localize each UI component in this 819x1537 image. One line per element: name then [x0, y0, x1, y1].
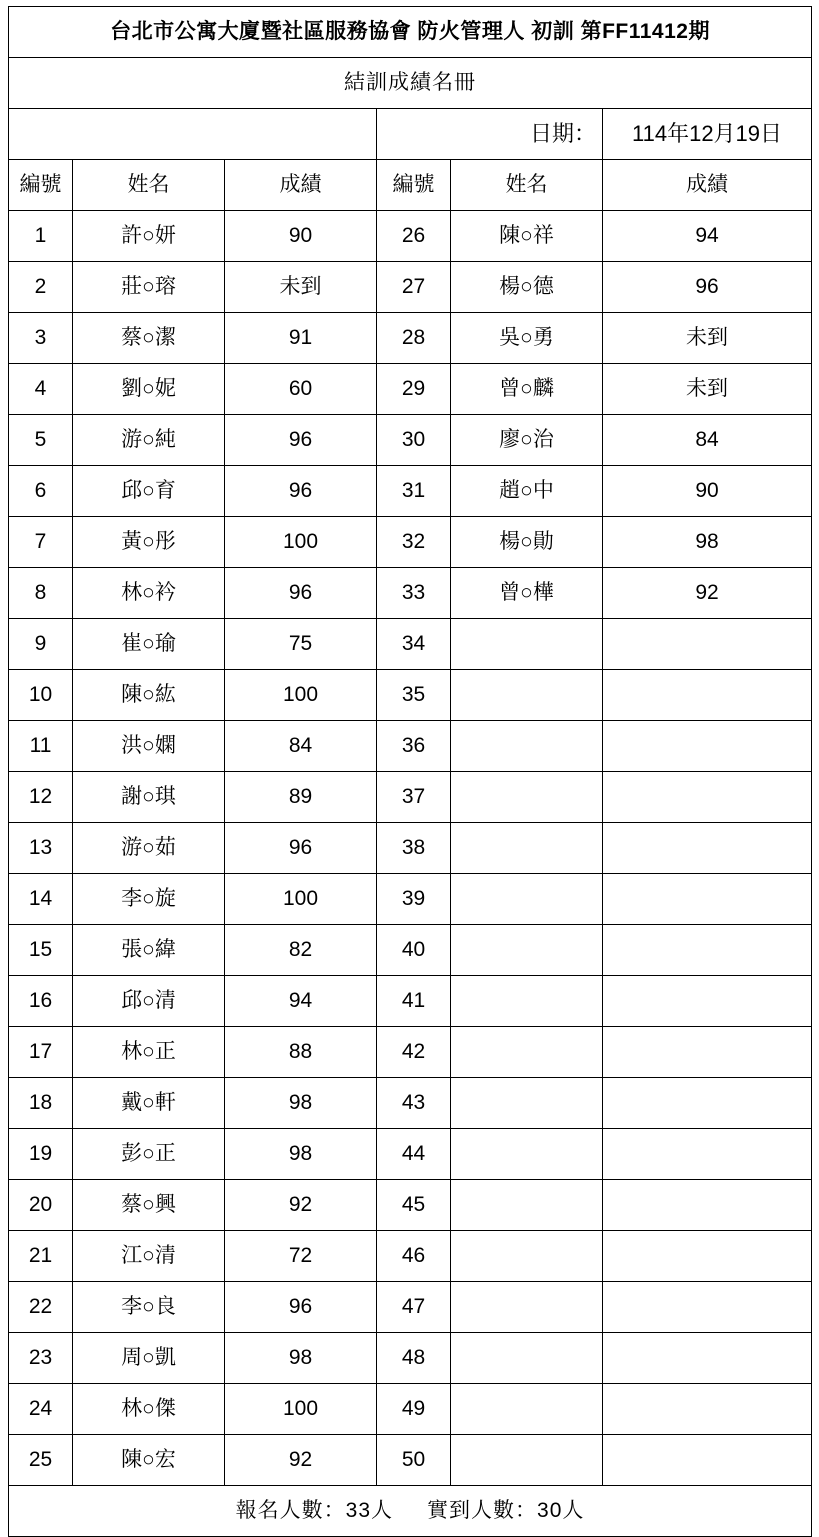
row-name-left: 邱○育	[73, 466, 225, 517]
row-no-left: 13	[9, 823, 73, 874]
row-name-right: 趙○中	[451, 466, 603, 517]
table-row	[9, 466, 812, 517]
row-name-right	[451, 976, 603, 1027]
row-no-right: 44	[377, 1129, 451, 1180]
row-name-left: 林○傑	[73, 1384, 225, 1435]
row-name-right	[451, 1027, 603, 1078]
table-body	[9, 7, 812, 1537]
row-score-left: 96	[225, 415, 377, 466]
table-row	[9, 313, 812, 364]
row-score-right: 未到	[603, 313, 812, 364]
table-row	[9, 1078, 812, 1129]
row-name-right: 陳○祥	[451, 211, 603, 262]
date-row-blank-cell	[9, 109, 377, 160]
table-row	[9, 568, 812, 619]
row-no-right: 45	[377, 1180, 451, 1231]
column-header-row	[9, 160, 812, 211]
row-no-left: 20	[9, 1180, 73, 1231]
row-name-left: 劉○妮	[73, 364, 225, 415]
row-name-left: 崔○瑜	[73, 619, 225, 670]
row-name-left: 陳○紘	[73, 670, 225, 721]
row-score-left: 92	[225, 1435, 377, 1486]
row-no-right: 32	[377, 517, 451, 568]
row-no-left: 12	[9, 772, 73, 823]
row-score-left: 100	[225, 517, 377, 568]
row-name-left: 謝○琪	[73, 772, 225, 823]
row-score-left: 91	[225, 313, 377, 364]
row-name-right	[451, 1333, 603, 1384]
row-score-right	[603, 1129, 812, 1180]
row-score-right	[603, 874, 812, 925]
row-no-right: 48	[377, 1333, 451, 1384]
row-no-right: 34	[377, 619, 451, 670]
row-name-right	[451, 1231, 603, 1282]
row-no-right: 26	[377, 211, 451, 262]
row-no-right: 38	[377, 823, 451, 874]
row-score-left: 89	[225, 772, 377, 823]
summary-cell	[9, 1486, 812, 1537]
table-row	[9, 823, 812, 874]
row-score-left: 98	[225, 1078, 377, 1129]
row-score-right	[603, 670, 812, 721]
row-score-left: 82	[225, 925, 377, 976]
row-name-right	[451, 874, 603, 925]
row-no-right: 29	[377, 364, 451, 415]
row-no-right: 47	[377, 1282, 451, 1333]
row-name-right	[451, 1129, 603, 1180]
row-name-left: 江○清	[73, 1231, 225, 1282]
row-no-left: 11	[9, 721, 73, 772]
date-row	[9, 109, 812, 160]
document-subtitle-row	[9, 58, 812, 109]
row-name-left: 林○正	[73, 1027, 225, 1078]
row-score-right: 84	[603, 415, 812, 466]
row-name-right	[451, 619, 603, 670]
row-score-left: 60	[225, 364, 377, 415]
row-score-right	[603, 772, 812, 823]
row-score-left: 94	[225, 976, 377, 1027]
row-no-left: 10	[9, 670, 73, 721]
row-no-left: 9	[9, 619, 73, 670]
row-no-right: 50	[377, 1435, 451, 1486]
row-name-right	[451, 670, 603, 721]
row-no-right: 30	[377, 415, 451, 466]
row-no-right: 33	[377, 568, 451, 619]
row-no-left: 25	[9, 1435, 73, 1486]
row-name-left: 許○妍	[73, 211, 225, 262]
document-subtitle: 結訓成績名冊	[9, 58, 812, 109]
row-score-right	[603, 1027, 812, 1078]
table-row	[9, 415, 812, 466]
table-row	[9, 1180, 812, 1231]
row-no-right: 46	[377, 1231, 451, 1282]
row-score-left: 88	[225, 1027, 377, 1078]
column-header-no-right: 編號	[377, 160, 451, 211]
row-name-right	[451, 1384, 603, 1435]
row-score-left: 75	[225, 619, 377, 670]
row-no-left: 6	[9, 466, 73, 517]
table-row	[9, 1231, 812, 1282]
row-name-left: 李○良	[73, 1282, 225, 1333]
row-no-right: 28	[377, 313, 451, 364]
row-name-right: 楊○德	[451, 262, 603, 313]
row-name-left: 游○茹	[73, 823, 225, 874]
row-no-left: 21	[9, 1231, 73, 1282]
row-no-right: 40	[377, 925, 451, 976]
row-no-left: 18	[9, 1078, 73, 1129]
row-score-right	[603, 619, 812, 670]
row-name-left: 張○緯	[73, 925, 225, 976]
row-name-left: 黃○彤	[73, 517, 225, 568]
document-title: 台北市公寓大廈暨社區服務協會 防火管理人 初訓 第FF11412期	[9, 7, 812, 58]
row-name-left: 李○旋	[73, 874, 225, 925]
row-no-left: 23	[9, 1333, 73, 1384]
row-score-right: 未到	[603, 364, 812, 415]
row-no-right: 27	[377, 262, 451, 313]
row-score-left: 72	[225, 1231, 377, 1282]
row-name-right: 曾○樺	[451, 568, 603, 619]
row-name-right	[451, 1180, 603, 1231]
row-name-left: 蔡○潔	[73, 313, 225, 364]
table-row	[9, 874, 812, 925]
row-name-left: 戴○軒	[73, 1078, 225, 1129]
row-score-right	[603, 1282, 812, 1333]
row-name-left: 邱○清	[73, 976, 225, 1027]
row-score-left: 100	[225, 670, 377, 721]
row-name-right	[451, 1078, 603, 1129]
row-score-right: 94	[603, 211, 812, 262]
row-no-left: 7	[9, 517, 73, 568]
row-no-left: 19	[9, 1129, 73, 1180]
row-score-right	[603, 1384, 812, 1435]
column-header-score-right: 成績	[603, 160, 812, 211]
row-no-left: 8	[9, 568, 73, 619]
document-title-row	[9, 7, 812, 58]
table-row	[9, 1384, 812, 1435]
table-row	[9, 721, 812, 772]
row-score-right: 98	[603, 517, 812, 568]
row-score-right	[603, 1333, 812, 1384]
table-row	[9, 262, 812, 313]
row-no-left: 16	[9, 976, 73, 1027]
attended-count: 實到人數：30人	[427, 1499, 585, 1523]
row-score-right	[603, 1231, 812, 1282]
row-no-right: 31	[377, 466, 451, 517]
table-row	[9, 1435, 812, 1486]
row-name-left: 游○純	[73, 415, 225, 466]
row-name-left: 林○衿	[73, 568, 225, 619]
date-label: 日期：	[377, 109, 603, 160]
table-row	[9, 772, 812, 823]
row-score-left: 84	[225, 721, 377, 772]
row-score-right	[603, 1078, 812, 1129]
row-score-left: 96	[225, 823, 377, 874]
table-row	[9, 1027, 812, 1078]
row-no-left: 3	[9, 313, 73, 364]
table-row	[9, 925, 812, 976]
row-no-left: 24	[9, 1384, 73, 1435]
row-no-right: 49	[377, 1384, 451, 1435]
date-value: 114年12月19日	[603, 109, 812, 160]
row-score-left: 96	[225, 466, 377, 517]
row-name-left: 陳○宏	[73, 1435, 225, 1486]
row-score-right	[603, 823, 812, 874]
row-score-right	[603, 976, 812, 1027]
row-name-right: 廖○治	[451, 415, 603, 466]
row-no-right: 35	[377, 670, 451, 721]
row-no-right: 37	[377, 772, 451, 823]
column-header-score-left: 成績	[225, 160, 377, 211]
row-name-right	[451, 772, 603, 823]
row-no-right: 43	[377, 1078, 451, 1129]
row-name-left: 莊○瑢	[73, 262, 225, 313]
table-row	[9, 670, 812, 721]
row-name-right	[451, 721, 603, 772]
table-row	[9, 1333, 812, 1384]
table-row	[9, 1129, 812, 1180]
row-score-right: 90	[603, 466, 812, 517]
column-header-name-left: 姓名	[73, 160, 225, 211]
table-row	[9, 211, 812, 262]
row-score-left: 90	[225, 211, 377, 262]
row-name-left: 蔡○興	[73, 1180, 225, 1231]
row-name-left: 彭○正	[73, 1129, 225, 1180]
column-header-no-left: 編號	[9, 160, 73, 211]
row-name-left: 洪○嫻	[73, 721, 225, 772]
row-score-right	[603, 721, 812, 772]
row-score-left: 98	[225, 1333, 377, 1384]
row-name-right	[451, 1282, 603, 1333]
row-no-left: 2	[9, 262, 73, 313]
row-score-left: 96	[225, 568, 377, 619]
table-row	[9, 517, 812, 568]
row-no-left: 5	[9, 415, 73, 466]
table-row	[9, 1282, 812, 1333]
row-no-left: 14	[9, 874, 73, 925]
row-no-right: 36	[377, 721, 451, 772]
row-score-left: 100	[225, 1384, 377, 1435]
row-no-left: 17	[9, 1027, 73, 1078]
row-score-left: 100	[225, 874, 377, 925]
row-name-right	[451, 925, 603, 976]
table-row	[9, 364, 812, 415]
row-score-left: 未到	[225, 262, 377, 313]
row-no-right: 41	[377, 976, 451, 1027]
row-score-right	[603, 1435, 812, 1486]
row-name-right: 曾○麟	[451, 364, 603, 415]
summary-row	[9, 1486, 812, 1537]
row-score-left: 92	[225, 1180, 377, 1231]
row-no-left: 4	[9, 364, 73, 415]
row-no-left: 22	[9, 1282, 73, 1333]
registered-count: 報名人數：33人	[235, 1499, 394, 1523]
row-name-right: 楊○勛	[451, 517, 603, 568]
row-no-left: 15	[9, 925, 73, 976]
table-row	[9, 976, 812, 1027]
row-no-right: 39	[377, 874, 451, 925]
row-name-right	[451, 1435, 603, 1486]
column-header-name-right: 姓名	[451, 160, 603, 211]
row-name-right: 吳○勇	[451, 313, 603, 364]
row-name-right	[451, 823, 603, 874]
row-no-left: 1	[9, 211, 73, 262]
row-no-right: 42	[377, 1027, 451, 1078]
row-score-left: 98	[225, 1129, 377, 1180]
row-score-right	[603, 1180, 812, 1231]
row-score-right: 96	[603, 262, 812, 313]
row-score-left: 96	[225, 1282, 377, 1333]
row-score-right: 92	[603, 568, 812, 619]
results-roster-table	[8, 6, 812, 1537]
table-row	[9, 619, 812, 670]
row-name-left: 周○凱	[73, 1333, 225, 1384]
row-score-right	[603, 925, 812, 976]
